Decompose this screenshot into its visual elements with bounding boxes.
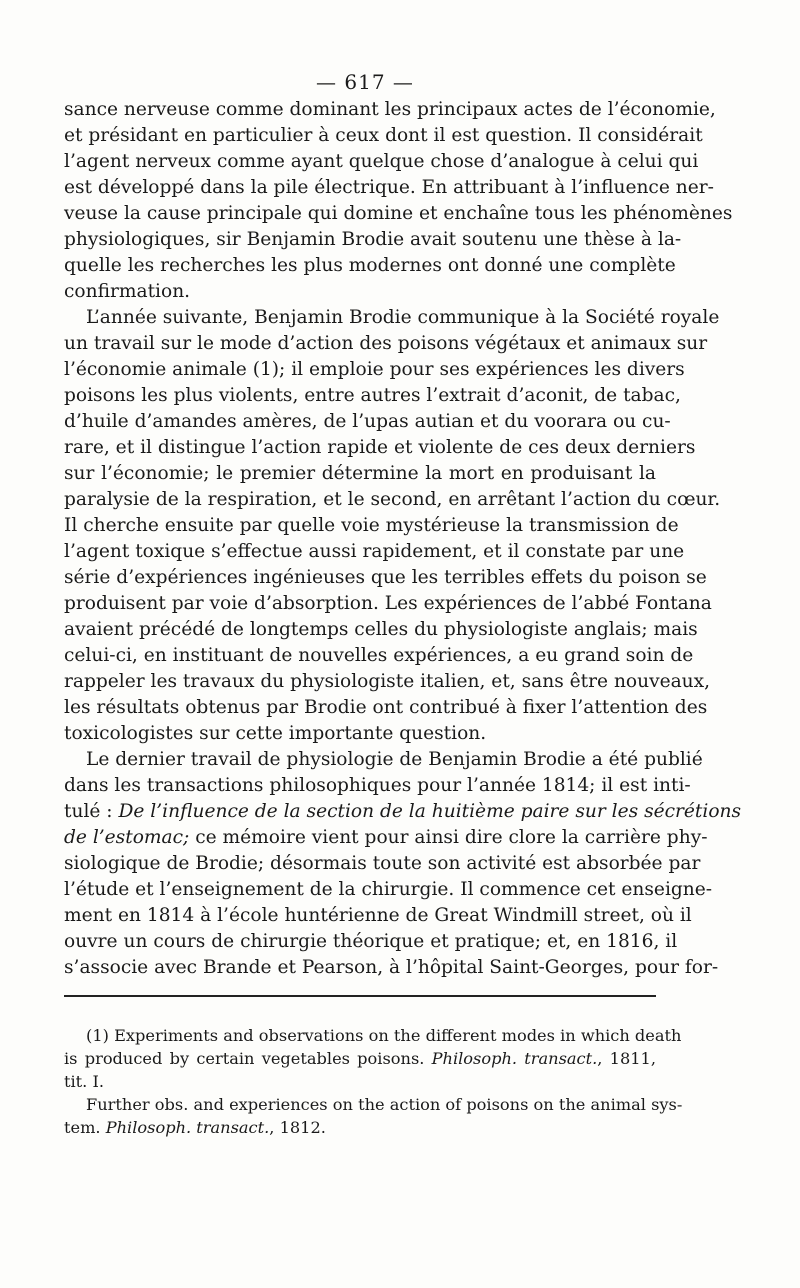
footnote-line: Further obs. and experiences on the action of poisons on the animal sys-	[86, 1095, 683, 1114]
text-fragment: , 1811,	[597, 1049, 656, 1068]
italic-reference: Philosoph. transact.	[105, 1118, 270, 1137]
text-line: veuse la cause principale qui domine et enchaîne tous les phénomènes	[64, 203, 733, 224]
footnote-line: (1) Experiments and observations on the different modes in which death	[86, 1026, 682, 1045]
text-line: toxicologistes sur cette importante question.	[64, 723, 487, 744]
italic-reference: Philosoph. transact.	[431, 1049, 598, 1068]
text-line: l’agent nerveux comme ayant quelque chose d’analogue à celui qui	[64, 151, 699, 172]
text-line: paralysie de la respiration, et le second, en arrêtant l’action du cœur.	[64, 489, 721, 510]
text-line: L’année suivante, Benjamin Brodie communique à la Société royale	[86, 307, 720, 328]
text-line: avaient précédé de longtemps celles du physiologiste anglais; mais	[64, 619, 698, 640]
footnote-line: tit. I.	[64, 1072, 105, 1091]
italic-title: De l’influence de la section de la huitième paire sur les sécrétions	[118, 801, 742, 822]
text-line: Il cherche ensuite par quelle voie mystérieuse la transmission de	[64, 515, 679, 536]
text-line: s’associe avec Brande et Pearson, à l’hôpital Saint-Georges, pour for-	[64, 957, 719, 978]
footnote-line	[64, 1047, 656, 1070]
text-line-with-title	[64, 825, 708, 851]
text-line: un travail sur le mode d’action des poisons végétaux et animaux sur	[64, 333, 708, 354]
text-line: confirmation.	[64, 281, 191, 302]
text-fragment: tem.	[64, 1118, 106, 1137]
text-line: l’étude et l’enseignement de la chirurgie. Il commence cet enseigne-	[64, 879, 713, 900]
text-line: les résultats obtenus par Brodie ont contribué à fixer l’attention des	[64, 697, 708, 718]
text-line: ment en 1814 à l’école huntérienne de Great Windmill street, où il	[64, 905, 692, 926]
text-fragment: tulé :	[64, 801, 119, 822]
text-line: rappeler les travaux du physiologiste italien, et, sans être nouveaux,	[64, 671, 711, 692]
text-line: l’économie animale (1); il emploie pour ses expériences les divers	[64, 359, 685, 380]
text-line-with-title	[64, 799, 742, 825]
text-line: l’agent toxique s’effectue aussi rapidement, et il constate par une	[64, 541, 685, 562]
text-line: poisons les plus violents, entre autres l’extrait d’aconit, de tabac,	[64, 385, 681, 406]
text-line: rare, et il distingue l’action rapide et violente de ces deux derniers	[64, 437, 696, 458]
text-line: siologique de Brodie; désormais toute son activité est absorbée par	[64, 853, 701, 874]
text-fragment: ce mémoire vient pour ainsi dire clore la carrière phy-	[195, 827, 708, 848]
text-line: produisent par voie d’absorption. Les expériences de l’abbé Fontana	[64, 593, 712, 614]
text-line: dans les transactions philosophiques pour l’année 1814; il est inti-	[64, 775, 691, 796]
footnote-line	[64, 1116, 656, 1139]
text-line: celui-ci, en instituant de nouvelles expériences, a eu grand soin de	[64, 645, 694, 666]
footnote-divider	[64, 995, 656, 997]
text-line: quelle les recherches les plus modernes ont donné une complète	[64, 255, 676, 276]
italic-title-end: de l’estomac;	[64, 827, 196, 848]
text-line: sance nerveuse comme dominant les principaux actes de l’économie,	[64, 99, 716, 120]
text-fragment: , 1812.	[269, 1118, 326, 1137]
text-line: physiologiques, sir Benjamin Brodie avait soutenu une thèse à la-	[64, 229, 682, 250]
text-line: sur l’économie; le premier détermine la mort en produisant la	[64, 463, 656, 484]
page-number: — 617 —	[316, 70, 414, 94]
text-line: d’huile d’amandes amères, de l’upas autian et du voorara ou cu-	[64, 411, 671, 432]
text-fragment: is produced by certain vegetables poisons.	[64, 1049, 432, 1068]
text-line: ouvre un cours de chirurgie théorique et pratique; et, en 1816, il	[64, 931, 678, 952]
text-line: est développé dans la pile électrique. En attribuant à l’influence ner-	[64, 177, 714, 198]
text-line: et présidant en particulier à ceux dont il est question. Il considérait	[64, 125, 703, 146]
text-line: Le dernier travail de physiologie de Benjamin Brodie a été publié	[86, 749, 703, 770]
text-line: série d’expériences ingénieuses que les terribles effets du poison se	[64, 567, 707, 588]
